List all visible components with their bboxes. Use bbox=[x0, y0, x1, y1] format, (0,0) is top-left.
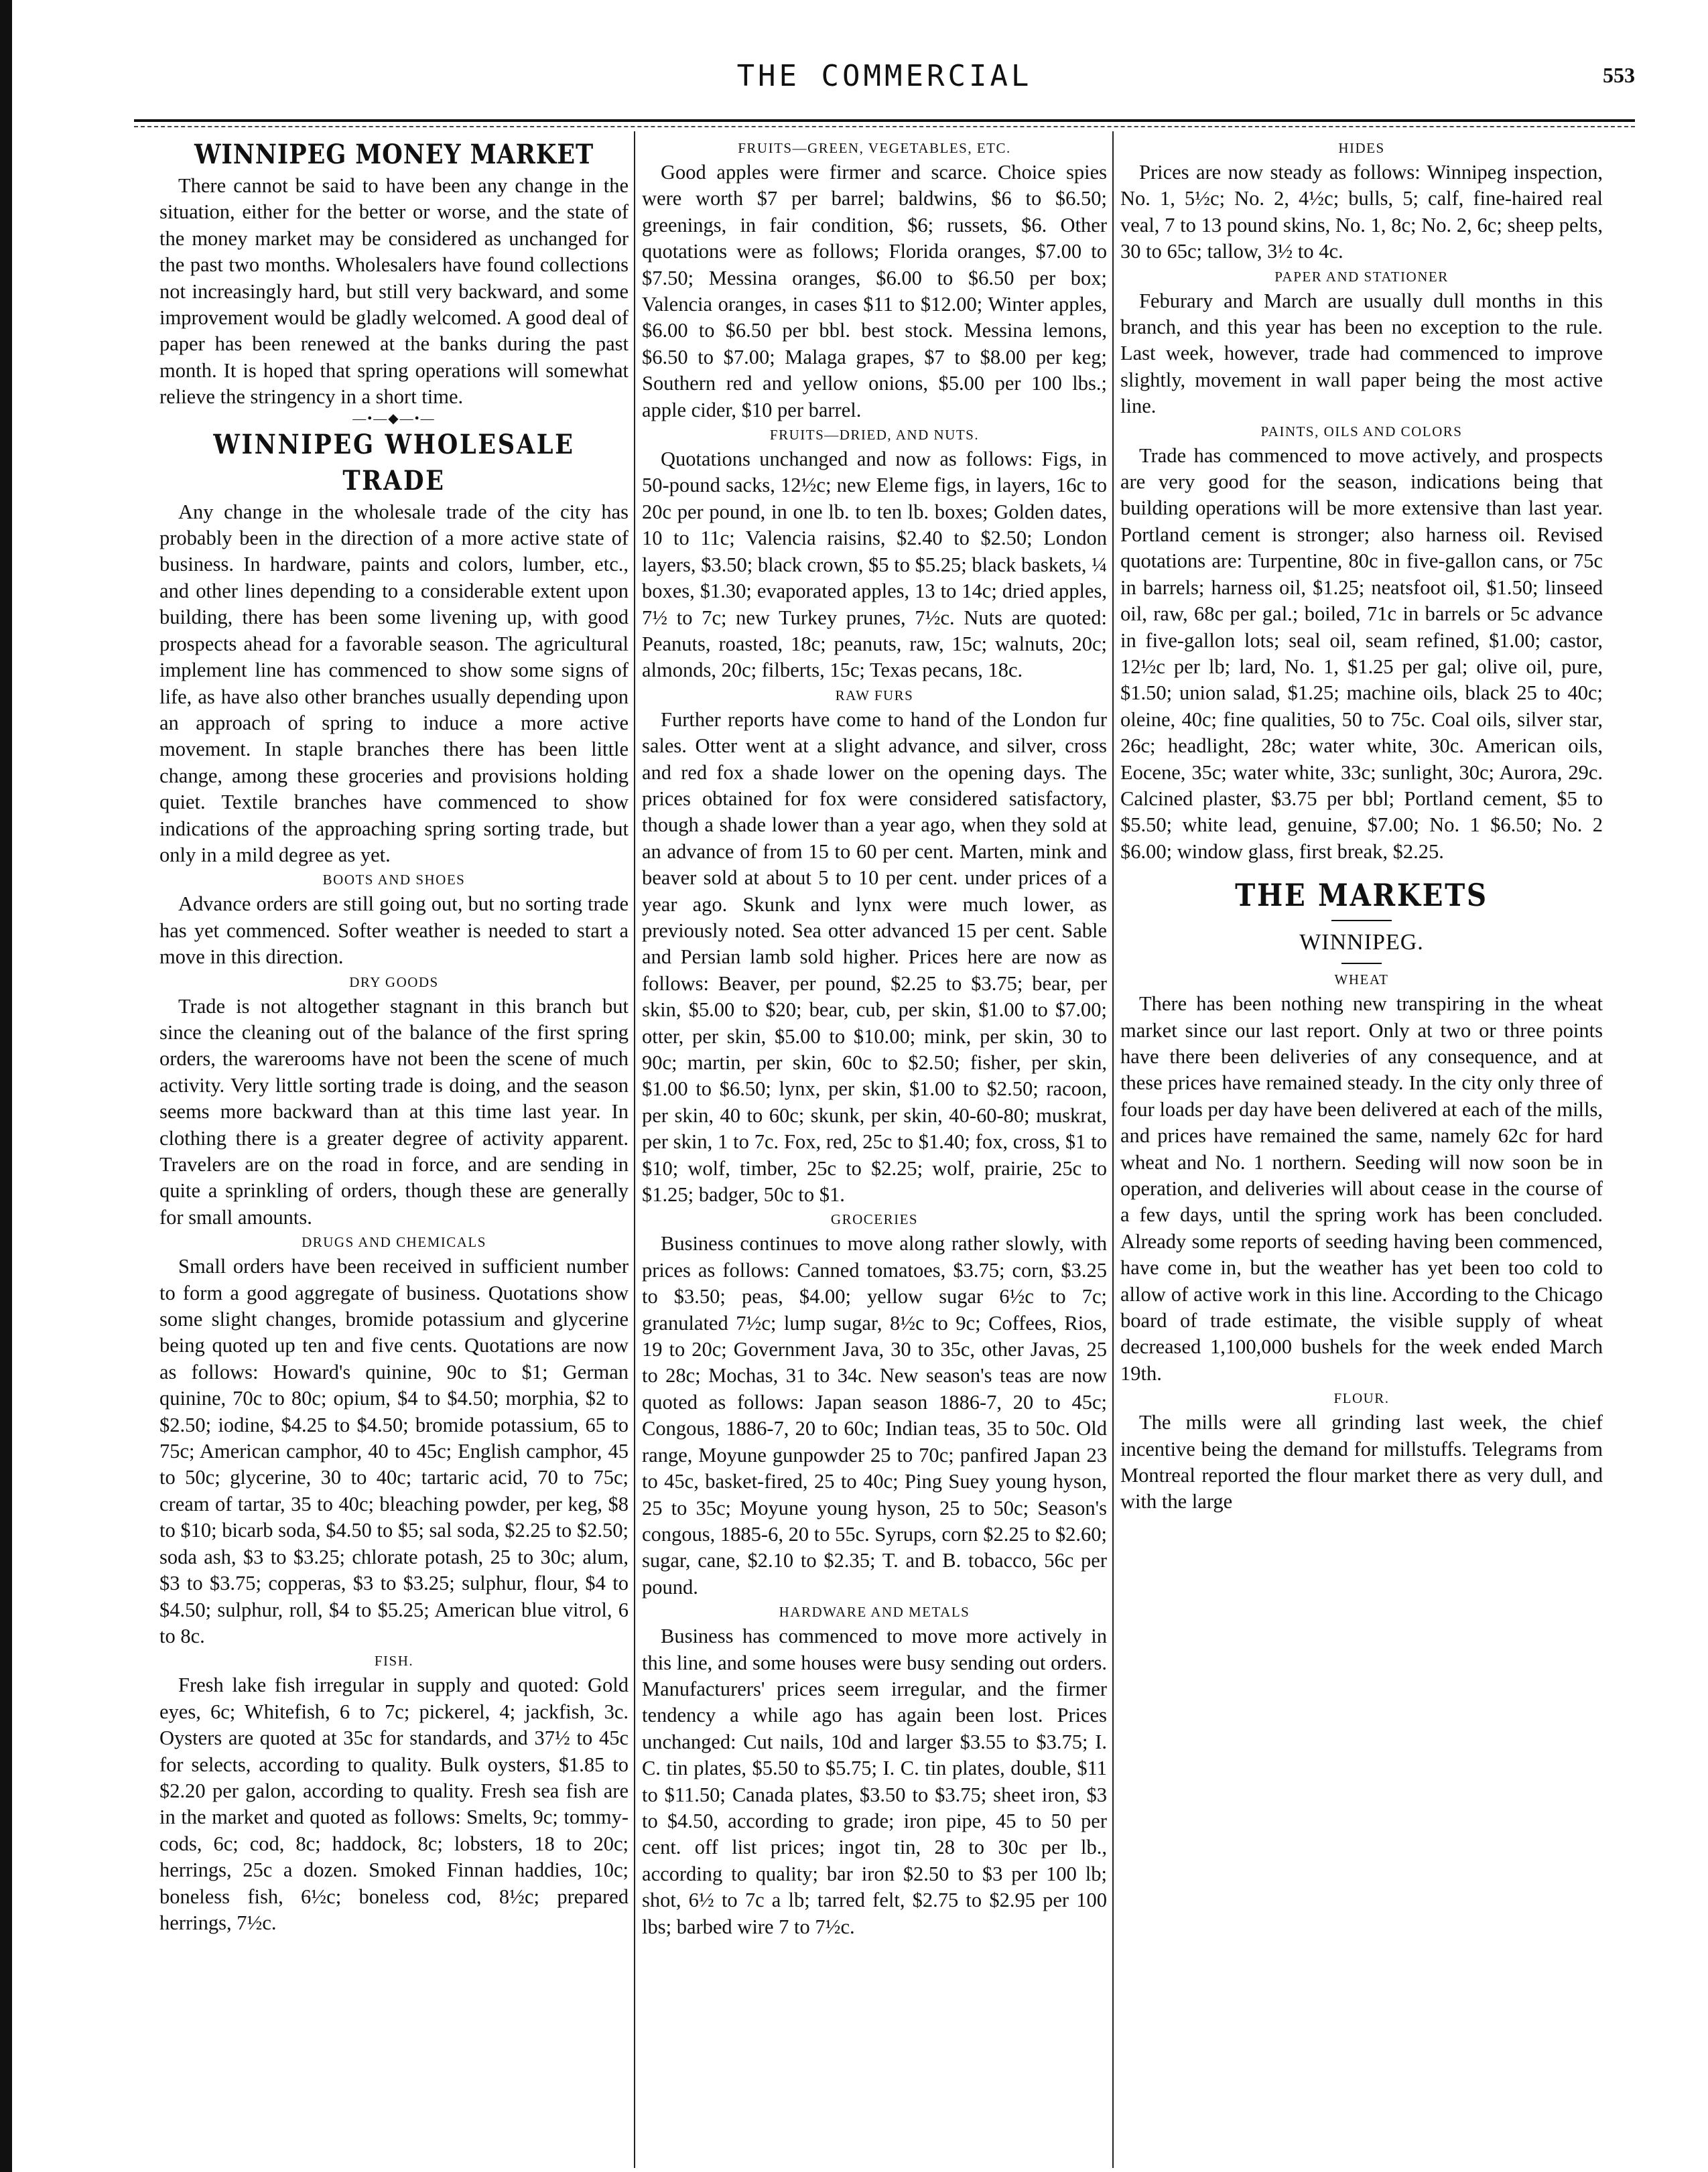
wholesale-intro-paragraph: Any change in the wholesale trade of the city has probably been in the direction of a more active state of business. In hardware, paints and colors, lumber, etc., and other lines depending to a considerable extent upon building, there has been some livening up, with good prospects ahead for a favorable season. The agricultural implement line has commenced to show some signs of life, as have also other branches usually depending upon an approach of spring to induce a more active movement. In staple branches there has been little change, among these groceries and provisions holding quiet. Textile branches have commenced to show indications of the approaching spring sorting trade, but only in a mild degree as yet. bbox=[159, 500, 629, 866]
fruits-green-subhead: FRUITS—GREEN, VEGETABLES, ETC. bbox=[738, 140, 1011, 156]
column-divider bbox=[1112, 131, 1114, 2168]
money-market-paragraph: There cannot be said to have been any change in the situation, either for the better or worse, and the state of the money market may be considered as unchanged for the past two months. Wholesalers have found collections not increasingly hard, but still very backward, and some improvement would be gladly welcomed. A good deal of paper has been renewed at the banks during the past month. It is hoped that spring operations will somewhat relieve the stringency in a short time. bbox=[159, 174, 629, 409]
flour-subhead: FLOUR. bbox=[1333, 1390, 1390, 1407]
drugs-chemicals-paragraph: Small orders have been received in sufficient number to form a good aggregate of business. Quotations show some slight changes, bromide potassium and glycerine being quoted up ten and five cents. Quotations are now as follows: Howard's quinine, 90c to $1; German quinine, 70c to 80c; opium, $4 to $4.50; morphia, $2 to $2.50; iodine, $4.25 to $4.50; bromide potassium, 65 to 75c; American camphor, 40 to 45c; English camphor, 45 to 50c; glycerine, 30 to 40c; tartaric acid, 70 to 75c; cream of tartar, 35 to 40c; bleaching powder, per keg, $8 to $10; bicarb soda, $4.50 to $5; sal soda, $2.25 to $2.50; soda ash, $3 to $3.25; chlorate potash, 25 to 30c; alum, $3 to $3.75; copperas, $3 to $3.25; sulphur, flour, $4 to $4.50; sulphur, roll, $4 to $5.25; American blue vitrol, 6 to 8c. bbox=[159, 1255, 629, 1647]
groceries-subhead: GROCERIES bbox=[830, 1211, 919, 1228]
section-ornament: —•—◆—•— bbox=[352, 411, 436, 426]
paper-stationer-paragraph: Feburary and March are usually dull months in this branch, and this year has been no exception to the rule. Last week, however, trade had commenced to improve slightly, movement in wall paper being the most active line. bbox=[1120, 289, 1603, 418]
hardware-metals-paragraph: Business has commenced to move more actively in this line, and some houses were busy sending out orders. Manufacturers' prices seem irregular, and the firmer tendency a while ago has again been lost. Prices unchanged: Cut nails, 10d and larger $3.55 to $3.75; I. C. tin plates, $5.50 to $5.75; I. C. tin plates, double, $11 to $11.50; Canada plates, $3.50 to $3.75; sheet iron, $3 to $4.50, according to grade; iron pipe, 45 to 50 per cent. off list prices; ingot tin, 28 to 30c per lb., according to quality; bar iron $2.50 to $3 per 100 lb; shot, 6½ to 7c a lb; tarred felt, $2.75 to $2.95 per 100 lbs; barbed wire 7 to 7½c. bbox=[642, 1625, 1107, 1938]
markets-rule bbox=[1331, 920, 1392, 921]
paints-oils-subhead: PAINTS, OILS AND COLORS bbox=[1260, 423, 1463, 439]
drugs-chemicals-subhead: DRUGS AND CHEMICALS bbox=[302, 1234, 486, 1251]
publication-title: THE COMMERCIAL bbox=[736, 59, 1033, 93]
raw-furs-paragraph: Further reports have come to hand of the London fur sales. Otter went at a slight advance, and silver, cross and red fox a shade lower on the opening days. The prices obtained for fox were considered satisfactory, though a shade lower than a year ago, when they sold at an advance of from 15 to 60 per cent. Marten, mink and beaver sold at about 5 to 10 per cent. under prices of a year ago. Skunk and lynx were much lower, as previously noted. Sea otter advanced 15 per cent. Sable and Persian lamb sold higher. Prices here are now as follows: Beaver, per pound, $2.25 to $3.75; bear, per skin, $5.00 to $20; bear, cub, per skin, $1.00 to $7.00; otter, per skin, $5.00 to $10.00; mink, per skin, 30 to 90c; martin, per skin, 60c to $2.50; fisher, per skin, $1.00 to $6.50; lynx, per skin, $1.00 to $2.50; racoon, per skin, 40 to 60c; skunk, per skin, 40-60-80; muskrat, per skin, 1 to 7c. Fox, red, 25c to $1.40; fox, cross, $1 to $10; wolf, timber, 25c to $2.25; wolf, prairie, 25c to $1.25; badger, 50c to $1. bbox=[642, 707, 1107, 1207]
hides-paragraph: Prices are now steady as follows: Winnipeg inspection, No. 1, 5½c; No. 2, 4½c; bulls, 5; calf, fine-haired real veal, 7 to 13 pound skins, No. 1, 8c; No. 2, 6c; sheep pelts, 30 to 65c; tallow, 3½ to 4c. bbox=[1120, 161, 1603, 263]
page-binding-edge bbox=[0, 0, 12, 2172]
winnipeg-heading: WINNIPEG. bbox=[1299, 930, 1424, 955]
fish-subhead: FISH. bbox=[374, 1653, 414, 1670]
hardware-metals-subhead: HARDWARE AND METALS bbox=[779, 1604, 970, 1621]
fruits-dried-paragraph: Quotations unchanged and now as follows: Figs, in 50-pound sacks, 12½c; new Eleme figs, in layers, 16c to 20c per pound, in one lb. to ten lb. boxes; Golden dates, 10 to 11c; Valencia raisins, $2.40 to $2.50; London layers, $3.50; black crown, $5 to $5.25; black baskets, ¼ boxes, $1.30; evaporated apples, 13 to 14c; dried apples, 7½ to 7c; new Turkey prunes, 7½c. Nuts are quoted: Peanuts, roasted, 18c; peanuts, raw, 15c; walnuts, 20c; almonds, 20c; filberts, 15c; Texas pecans, 18c. bbox=[642, 448, 1107, 682]
boots-shoes-paragraph: Advance orders are still going out, but no sorting trade has yet commenced. Softer weather is needed to start a move in this direction. bbox=[159, 892, 629, 969]
header-rule bbox=[134, 119, 1635, 122]
dry-goods-paragraph: Trade is not altogether stagnant in this branch but since the cleaning out of the balance of the first spring orders, the warerooms have not been the scene of much activity. Very little sorting trade is doing, and the season seems more backward than at this time last year. In clothing there is a greater degree of activity apparent. Travelers are on the road in force, and are sending in quite a sprinkling of orders, though these are generally for small amounts. bbox=[159, 994, 629, 1229]
paper-stationer-subhead: PAPER AND STATIONER bbox=[1274, 268, 1449, 285]
city-rule bbox=[1341, 963, 1382, 964]
boots-shoes-subhead: BOOTS AND SHOES bbox=[322, 872, 466, 888]
wheat-paragraph: There has been nothing new transpiring in the wheat market since our last report. Only at two or three points have there been deliveries of any consequence, and at these prices have remained steady. In the city only three of four loads per day have been delivered at each of the mills, and prices have remained the same, namely 62c for hard wheat and No. 1 northern. Seeding will now soon be in operation, and deliveries will about cease in the course of a few days, until the spring work has been concluded. Already some reports of seeding having been commenced, have come in, but the weather has yet been too cold to allow of active work in this line. According to the Chicago board of trade estimate, the visible supply of wheat decreased 1,100,000 bushels for the week ended March 19th. bbox=[1120, 992, 1603, 1385]
fish-paragraph: Fresh lake fish irregular in supply and quoted: Gold eyes, 6c; Whitefish, 6 to 7c; pickerel, 4; jackfish, 3c. Oysters are quoted at 35c for standards, and 37½ to 45c for selects, according to quality. Bulk oysters, $1.85 to $2.20 per galon, according to quality. Fresh sea fish are in the market and quoted as follows: Smelts, 9c; tommy-cods, 6c; cod, 8c; haddock, 8c; lobsters, 18 to 20c; herrings, 25c a dozen. Smoked Finnan haddies, 10c; boneless fish, 6½c; boneless cod, 8½c; prepared herrings, 7½c. bbox=[159, 1674, 629, 1934]
hides-subhead: HIDES bbox=[1338, 140, 1385, 156]
page-number: 553 bbox=[1603, 63, 1635, 87]
paints-oils-paragraph: Trade has commenced to move actively, and prospects are very good for the season, indications being that building operations will be more extensive than last year. Portland cement is stronger; also harness oil. Revised quotations are: Turpentine, 80c in five-gallon cans, or 75c in barrels; harness oil, $1.25; neatsfoot oil, $1.50; linseed oil, raw, 68c per gal.; boiled, 71c in barrels or 5c advance in five-gallon lots; seal oil, seam refined, $1.00; castor, 12½c per lb; lard, No. 1, $1.25 per gal; olive oil, pure, $1.50; union salad, $1.25; machine oils, black 25 to 40c; oleine, 40c; fine qualities, 50 to 75c. Coal oils, silver star, 26c; headlight, 28c; water white, 30c. American oils, Eocene, 35c; water white, 33c; sunlight, 30c; Aurora, 29c. Calcined plaster, $3.75 per bbl; Portland cement, $5 to $5.50; white lead, genuine, $7.00; No. 1 $6.50; No. 2 $6.00; window glass, first break, $2.25. bbox=[1120, 444, 1603, 863]
fruits-dried-subhead: FRUITS—DRIED, AND NUTS. bbox=[769, 427, 980, 444]
groceries-paragraph: Business continues to move along rather slowly, with prices as follows: Canned tomatoes, $3.75; corn, $3.25 to $3.50; peas, $4.00; yellow sugar 6½c to 7c; granulated 7½c; lump sugar, 8½c to 9c; Coffees, Rios, 19 to 20c; Government Java, 30 to 35c, other Javas, 25 to 28c; Mochas, 31 to 34c. New season's teas are now quoted as follows: Japan season 1886-7, 20 to 45c; Congous, 1886-7, 20 to 60c; Indian teas, 35 to 50c. Old range, Moyune gunpowder 25 to 70c; panfired Japan 23 to 45c, basket-fired, 25 to 40c; Ping Suey young hyson, 25 to 35c; Moyune young hyson, 25 to 50c; Season's congous, 1885-6, 20 to 55c. Syrups, corn $2.25 to $2.60; sugar, cane, $2.10 to $2.35; T. and B. tobacco, 56c per pound. bbox=[642, 1232, 1107, 1599]
the-markets-headline: THE MARKETS bbox=[1235, 877, 1488, 914]
fruits-green-paragraph: Good apples were firmer and scarce. Choice spies were worth $7 per barrel; baldwins, $6 to $6.50; greenings, in fair condition, $6; russets, $6. Other quotations were as follows; Florida oranges, $7.00 to $7.50; Messina oranges, $6.00 to $6.50 per box; Valencia oranges, in cases $11 to $12.00; Winter apples, $6.00 to $6.50 per bbl. best stock. Messina lemons, $6.50 to $7.00; Malaga grapes, $7 to $8.00 per keg; Southern red and yellow onions, $5.00 per 100 lbs.; apple cider, $10 per barrel. bbox=[642, 161, 1107, 421]
dry-goods-subhead: DRY GOODS bbox=[349, 973, 439, 990]
column-3 bbox=[1120, 137, 1603, 2167]
wholesale-trade-headline: WINNIPEG WHOLESALE TRADE bbox=[213, 428, 575, 496]
column-1 bbox=[159, 137, 629, 2167]
flour-paragraph: The mills were all grinding last week, the chief incentive being the demand for millstuffs. Telegrams from Montreal reported the flour market there as very dull, and with the large bbox=[1120, 1411, 1603, 1513]
raw-furs-subhead: RAW FURS bbox=[835, 687, 914, 703]
wheat-subhead: WHEAT bbox=[1334, 971, 1389, 988]
column-divider bbox=[634, 131, 635, 2168]
column-2 bbox=[642, 137, 1107, 2167]
header-rule-dashed bbox=[134, 126, 1635, 127]
masthead bbox=[134, 59, 1635, 99]
money-market-headline: WINNIPEG MONEY MARKET bbox=[194, 139, 594, 170]
